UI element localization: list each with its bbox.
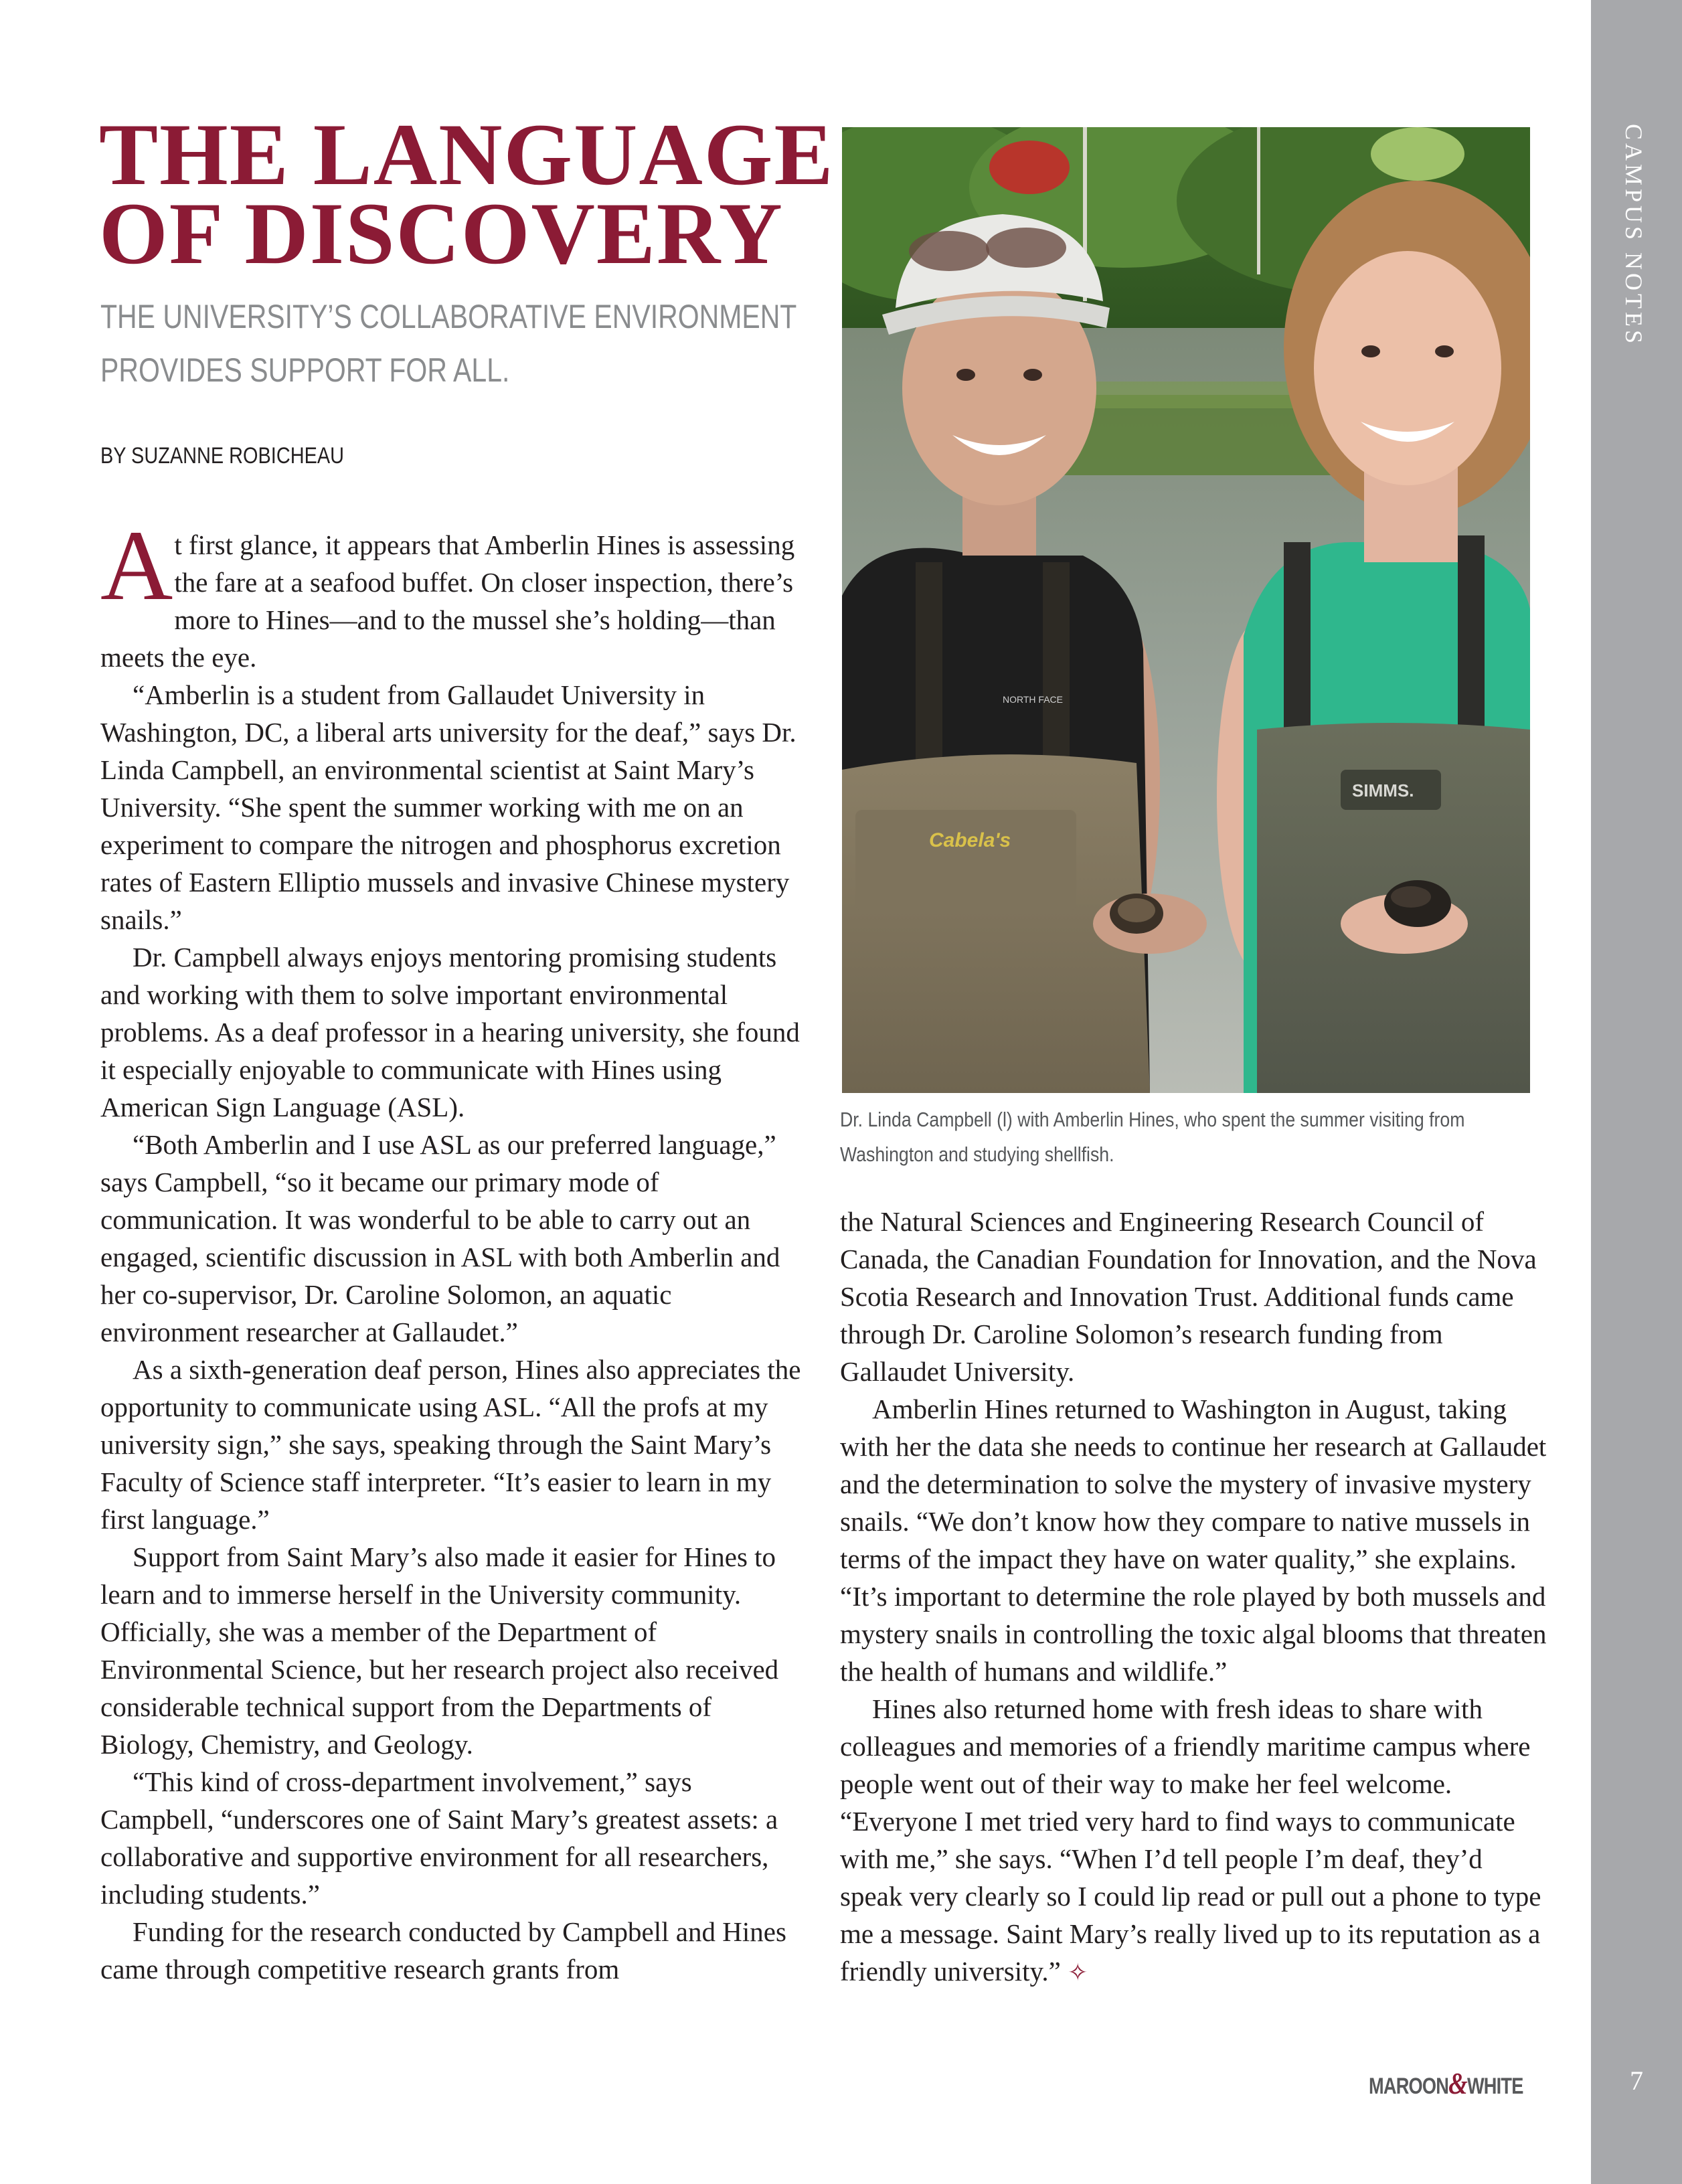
drop-cap: A [100,510,173,621]
body-column-left [100,510,810,1988]
paragraph: “Both Amberlin and I use ASL as our preferred language,” says Campbell, “so it became our primary mode of communication. It was wonderful to be able to carry out an engaged, scientific discussion in ASL with both Amberlin and her co-supervisor, Dr. Caroline Solomon, an aquatic environment researcher at Gallaudet.” [100,1129,780,1347]
page-number: 7 [1630,2066,1643,2096]
subtitle-line-2: PROVIDES SUPPORT FOR ALL. [100,351,510,389]
paragraph: “Amberlin is a student from Gallaudet University in Washington, DC, a liberal arts university for the deaf,” says Dr. Linda Campbell, an environmental scientist at Saint Mary’s University. “She spent the summer working with me on an experiment to compare the nitrogen and phosphorus excretion rates of Eastern Elliptio mussels and invasive Chinese mystery snails.” [100,679,796,935]
paragraph: the Natural Sciences and Engineering Research Council of Canada, the Canadian Foundation for Innovation, and the Nova Scotia Research and Innovation Trust. Additional funds came through Dr. Caroline Solomon’s research funding from Gallaudet University. [840,1206,1537,1387]
paragraph: As a sixth-generation deaf person, Hines also appreciates the opportunity to communicate using ASL. “All the profs at my university sign,” she says, speaking through the Saint Mary’s Faculty of Science staff interpreter. “It’s easier to learn in my first language.” [100,1354,801,1535]
waders-left-brand: Cabela's [929,829,1011,851]
paragraph: At first glance, it appears that Amberlin Hines is assessing the fare at a seafood buffet. On closer inspection, there’s more to Hines—and to the mussel she’s holding—than meets the eye. [100,510,795,673]
paragraph: Hines also returned home with fresh ideas to share with colleagues and memories of a friendly maritime campus where people went out of their way to make her feel welcome. “Everyone I met tried very hard to find ways to communicate with me,” she says. “When I’d tell people I’m deaf, they’d speak very clearly so I could lip read or pull out a phone to type me a message. Saint Mary’s really lived up to its reputation as a friendly university.” ✧ [840,1693,1541,1987]
title-line-2: OF DISCOVERY [99,184,784,282]
paragraph: Amberlin Hines returned to Washington in August, taking with her the data she needs to continue her research at Gallaudet and the determination to solve the mystery of invasive mystery snails. “We don’t know how they compare to native mussels in terms of the impact they have on water quality,” she explains. “It’s important to determine the role played by both mussels and mystery snails in controlling the toxic algal blooms that threaten the health of humans and wildlife.” [840,1394,1547,1687]
waders-right-brand: SIMMS. [1352,780,1414,801]
article-subtitle [100,290,814,397]
section-label: CAMPUS NOTES [1620,124,1647,347]
paragraph: “This kind of cross-department involvement,” says Campbell, “underscores one of Saint Mary’s greatest assets: a collaborative and supportive environment for all researchers, including students.” [100,1766,778,1910]
body-column-right [840,1203,1549,1991]
paragraph: Dr. Campbell always enjoys mentoring promising students and working with them to solve important environmental problems. As a deaf professor in a hearing university, she found it especially enjoyable to communicate with Hines using American Sign Language (ASL). [100,942,800,1122]
maroon-white-logo: MAROON&WHITE [1369,2066,1523,2100]
article-photo [842,127,1530,1093]
article-title [99,105,835,282]
subtitle-line-1: THE UNIVERSITY’S COLLABORATIVE ENVIRONMENT [100,298,797,335]
caption-line-2: Washington and studying shellfish. [840,1143,1114,1166]
paragraph: Support from Saint Mary’s also made it easier for Hines to learn and to immerse herself in the University community. Officially, she was a member of the Department of Environmental Science, but her research project also received considerable technical support from the Departments of Biology, Chemistry, and Geology. [100,1541,779,1760]
photo-caption [840,1102,1473,1172]
shirt-logo: NORTH FACE [1003,694,1063,705]
end-mark-icon: ✧ [1068,1959,1088,1986]
caption-line-1: Dr. Linda Campbell (l) with Amberlin Hines, who spent the summer visiting from [840,1108,1465,1131]
byline: BY SUZANNE ROBICHEAU [100,443,345,469]
title-line-1: THE LANGUAGE [99,105,835,203]
paragraph: Funding for the research conducted by Campbell and Hines came through competitive research grants from [100,1916,786,1985]
